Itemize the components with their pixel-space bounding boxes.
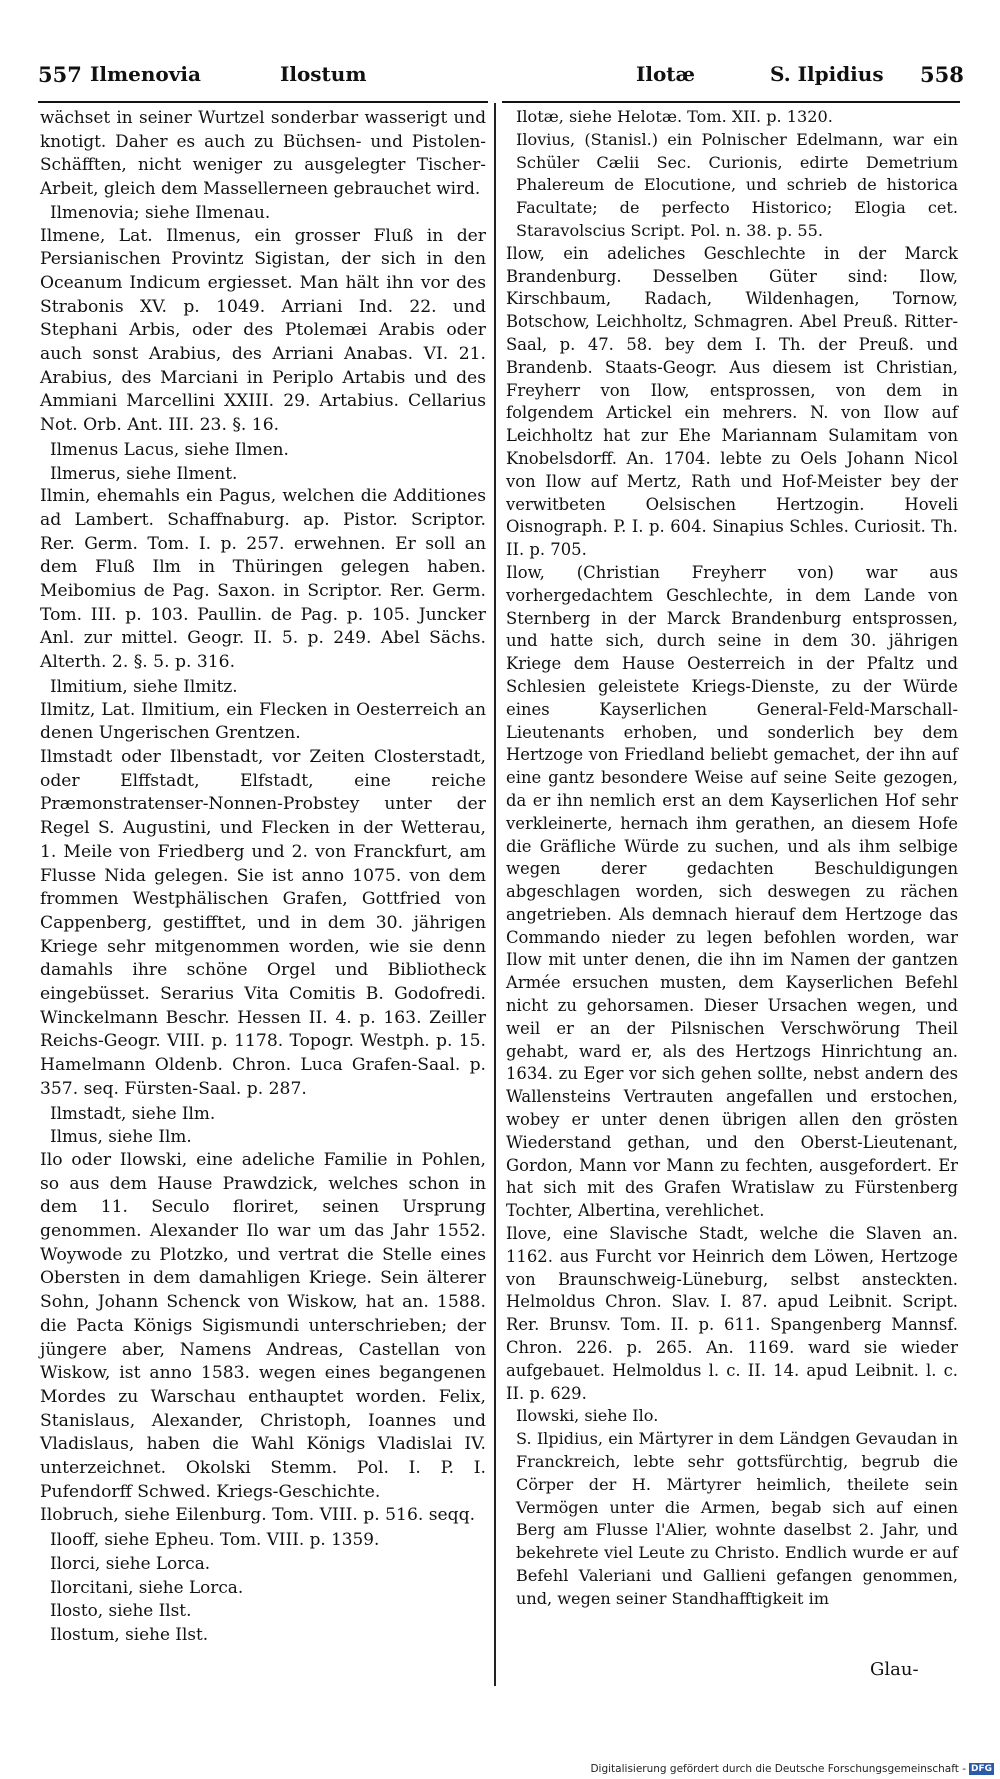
left-column: [40, 106, 486, 1647]
entry-ilmstadt-ilbenstadt: Ilmstadt oder Ilbenstadt, vor Zeiten Closterstadt, oder Elffstadt, Elfstadt, eine reiche Præmonstratenser-Nonnen-Probstey unter der Regel S. Augustini, und Flecken in der Wetterau, 1. Meile von Friedberg und 2. von Franckfurt, am Flusse Nida gelegen. Sie ist anno 1075. von dem frommen Westphälischen Grafen, Gottfried von Cappenberg, gestifftet, und in dem 30. jährigen Kriege sehr mitgenommen worden, wie sie denn damahls ihre schöne Orgel und Bibliotheck eingebüsset. Serarius Vita Comitis B. Godofredi. Winckelmann Beschr. Hessen II. 4. p. 163. Zeiller Reichs-Geogr. VIII. p. 1178. Topogr. Westph. p. 15. Hamelmann Oldenb. Chron. Luca Grafen-Saal. p. 357. seq. Fürsten-Saal. p. 287.: [40, 746, 486, 1099]
entry-ilmene: Ilmene, Lat. Ilmenus, ein grosser Fluß in der Persianischen Provintz Sigistan, der sich in den Oceanum Indicum ergiesset. Man hält ihn vor des Strabonis XV. p. 1049. Arriani Ind. 22. und Stephani Arbis, oder des Ptolemæi Arabis oder auch sonst Arabius, des Arriani Anabas. VI. 21. Arabius, des Marciani in Periplo Artabis und des Ammiani Marcellini XXIII. 29. Artabius. Cellarius Not. Orb. Ant. III. 23. §. 16.: [40, 225, 486, 436]
entry-ilmus: Ilmus, siehe Ilm.: [50, 1126, 192, 1147]
entry-ilo: Ilo oder Ilowski, eine adeliche Familie in Pohlen, so aus dem Hause Prawdzick, welches schon in dem 11. Seculo floriret, seinen Ursprung genommen. Alexander Ilo war um das Jahr 1552. Woywode zu Plotzko, und vertrat die Stelle eines Obersten in dem damahligen Kriege. Sein älterer Sohn, Johann Schenck von Wiskow, hat an. 1588. die Pacta Königs Sigismundi unterschrieben; der jüngere aber, Namens Andreas, Castellan von Wiskow, ist anno 1583. wegen eines begangenen Mordes zu Warschau enthauptet worden. Felix, Stanislaus, Alexander, Christoph, Ioannes und Vladislaus, haben die Wahl Königs Vladislai IV. unterzeichnet. Okolski Stemm. Pol. I. P. I. Pufendorff Schwed. Kriegs-Geschichte.: [40, 1149, 486, 1502]
entry-ilmitium: Ilmitium, siehe Ilmitz.: [50, 675, 238, 696]
entry-ilotae: Ilotæ, siehe Helotæ. Tom. XII. p. 1320.: [516, 107, 833, 126]
entry-ilmerus: Ilmerus, siehe Ilment.: [50, 462, 238, 483]
entry-s-ilpidius: S. Ilpidius, ein Märtyrer in dem Ländgen Gevaudan in Franckreich, lebte sehr gottsfürchtig, begrub die Cörper der H. Märtyrer heimlich, theilete sein Vermögen unter die Armen, begab sich auf einen Berg am Flusse l'Alier, wohnte daselbst 2. Jahr, und bekehrete viel Leute zu Christo. Endlich wurde er auf Befehl Valeriani und Gallieni gefangen genommen, und, wegen seiner Standhafftigkeit im: [516, 1429, 958, 1608]
left-header-last-word: Ilostum: [280, 62, 367, 86]
header-rule-left: [38, 101, 488, 103]
entry-ilow-christian: Ilow, (Christian Freyherr von) war aus vorhergedachtem Geschlechte, in dem Lande von Sternberg in der Marck Brandenburg entsprossen, und hatte sich, durch seine in dem 30. jährigen Kriege dem Hause Oesterreich in der Pfaltz und Schlesien geleistete Kriegs-Dienste, zu der Würde eines Kayserlichen General-Feld-Marschall-Lieutenants erhoben, und sonderlich bey dem Hertzoge von Friedland beliebt gemachet, der ihn auf eine gantz besondere Weise auf seine Seite gezogen, da er ihn nemlich erst an dem Kayserlichen Hof sehr verkleinerte, hernach ihm gerathen, an diesem Hofe die Gräfliche Würde zu suchen, und als ihm selbige wegen derer gedachten Beschuldigungen abgeschlagen worden, sich deswegen zu rächen angetrieben. Als demnach hierauf dem Hertzoge das Commando nieder zu legen befohlen worden, war Ilow mit unter denen, die ihn im Namen der gantzen Armée ersuchen musten, dem Kayserlichen Befehl nicht zu gehorsamen. Dieser Ursachen wegen, und weil er an der Pilsnischen Verschwörung Theil gehabt, ward er, als des Hertzogs Hinrichtung an. 1634. zu Eger vor sich gehen sollte, nebst andern des Wallensteins Vertrauten angefallen und erstochen, wobey er unter denen übrigen allen den grösten Wiederstand gethan, und den Oberst-Lieutenant, Gordon, Mann vor Mann zu fechten, ausgefordert. Er hat sich mit des Grafen Wratislaw zu Fürstenberg Tochter, Albertina, verehlichet.: [506, 562, 958, 1221]
entry-ilmitz: Ilmitz, Lat. Ilmitium, ein Flecken in Oesterreich an denen Ungerischen Grentzen.: [40, 699, 486, 744]
entry-ilooff: Ilooff, siehe Epheu. Tom. VIII. p. 1359.: [50, 1529, 380, 1550]
entry-ilostum: Ilostum, siehe Ilst.: [50, 1624, 209, 1644]
right-header-first-word: Ilotæ: [636, 62, 696, 86]
entry-ilovius: Ilovius, (Stanisl.) ein Polnischer Edelmann, war ein Schüler Cælii Sec. Curionis, edirte Demetrium Phalereum de Elocutione, und schrieb de historica Facultate; de perfecto Historico; Elogia cet. Staravolscius Script. Pol. n. 38. p. 55.: [516, 129, 958, 240]
entry-ilow-family: Ilow, ein adeliches Geschlechte in der Marck Brandenburg. Desselben Güter sind: Ilow, Kirschbaum, Radach, Wildenhagen, Tornow, Botschow, Leichholtz, Schmagren. Abel Preuß. Ritter-Saal, p. 47. 58. bey dem I. Th. der Preuß. und Brandenb. Staats-Geogr. Aus diesem ist Christian, Freyherr von Ilow, entsprossen, von dem in folgendem Artickel ein mehrers. N. von Ilow auf Leichholtz hat zur Ehe Mariannam Sulamitam von Knobelsdorff. An. 1704. lebte zu Oels Johann Nicol von Ilow auf Mertz, Rath und Hof-Meister bey der verwitbeten Oelsischen Hertzogin. Hoveli Oisnograph. P. I. p. 604. Sinapius Schles. Curiosit. Th. II. p. 705.: [506, 243, 958, 560]
entry-ilowski: Ilowski, siehe Ilo.: [516, 1406, 659, 1426]
entry-ilorcitani: Ilorcitani, siehe Lorca.: [50, 1576, 244, 1597]
entry-ilmin: Ilmin, ehemahls ein Pagus, welchen die Additiones ad Lambert. Schaffnaburg. ap. Pistor. Scriptor. Rer. Germ. Tom. I. p. 257. erwehnen. Er soll an dem Fluß Ilm in Thüringen gelegen haben. Meibomius de Pag. Saxon. in Scriptor. Rer. Germ. Tom. III. p. 103. Paullin. de Pag. p. 105. Juncker Anl. zur mittel. Geogr. II. 5. p. 249. Abel Sächs. Alterth. 2. §. 5. p. 316.: [40, 486, 486, 673]
entry-ilmstadt: Ilmstadt, siehe Ilm.: [50, 1102, 216, 1123]
column-divider: [494, 103, 496, 1686]
footer-text: Digitalisierung gefördert durch die Deutsche Forschungsgemeinschaft -: [590, 1763, 966, 1775]
entry-ilobruch: Ilobruch, siehe Eilenburg. Tom. VIII. p. 516. seqq.: [40, 1505, 476, 1526]
dfg-logo: DFG: [970, 1764, 992, 1774]
right-header-last-word: S. Ilpidius: [770, 62, 884, 86]
entry-ilorci: Ilorci, siehe Lorca.: [50, 1552, 211, 1573]
right-column: [506, 106, 958, 1611]
left-page-number: 557: [38, 62, 82, 87]
left-header-first-word: Ilmenovia: [90, 62, 201, 86]
entry-continuation: wächset in seiner Wurtzel sonderbar wasserigt und knotigt. Daher es auch zu Büchsen- und Pistolen-Schäfften, nicht weniger zu ausgelegter Tischer-Arbeit, gleich dem Massellerneen gebrauchet wird.: [40, 107, 486, 199]
running-header: [38, 58, 964, 98]
right-page-number: 558: [920, 62, 964, 87]
entry-ilosto: Ilosto, siehe Ilst.: [50, 1600, 192, 1621]
entry-ilmenovia: Ilmenovia; siehe Ilmenau.: [50, 201, 271, 222]
entry-ilove: Ilove, eine Slavische Stadt, welche die Slaven an. 1162. aus Furcht vor Heinrich dem Löwen, Hertzoge von Braunschweig-Lüneburg, selbst ansteckten. Helmoldus Chron. Slav. I. 87. apud Leibnit. Script. Rer. Brunsv. Tom. II. p. 611. Spangenberg Mannsf. Chron. 226. p. 265. An. 1169. ward sie wieder aufgebauet. Helmoldus l. c. II. 14. apud Leibnit. l. c. II. p. 629.: [506, 1224, 958, 1403]
digitization-footer: [590, 1762, 994, 1776]
catchword: Glau-: [870, 1659, 919, 1680]
header-rule-right: [502, 101, 960, 103]
entry-ilmenus-lacus: Ilmenus Lacus, siehe Ilmen.: [50, 438, 289, 459]
